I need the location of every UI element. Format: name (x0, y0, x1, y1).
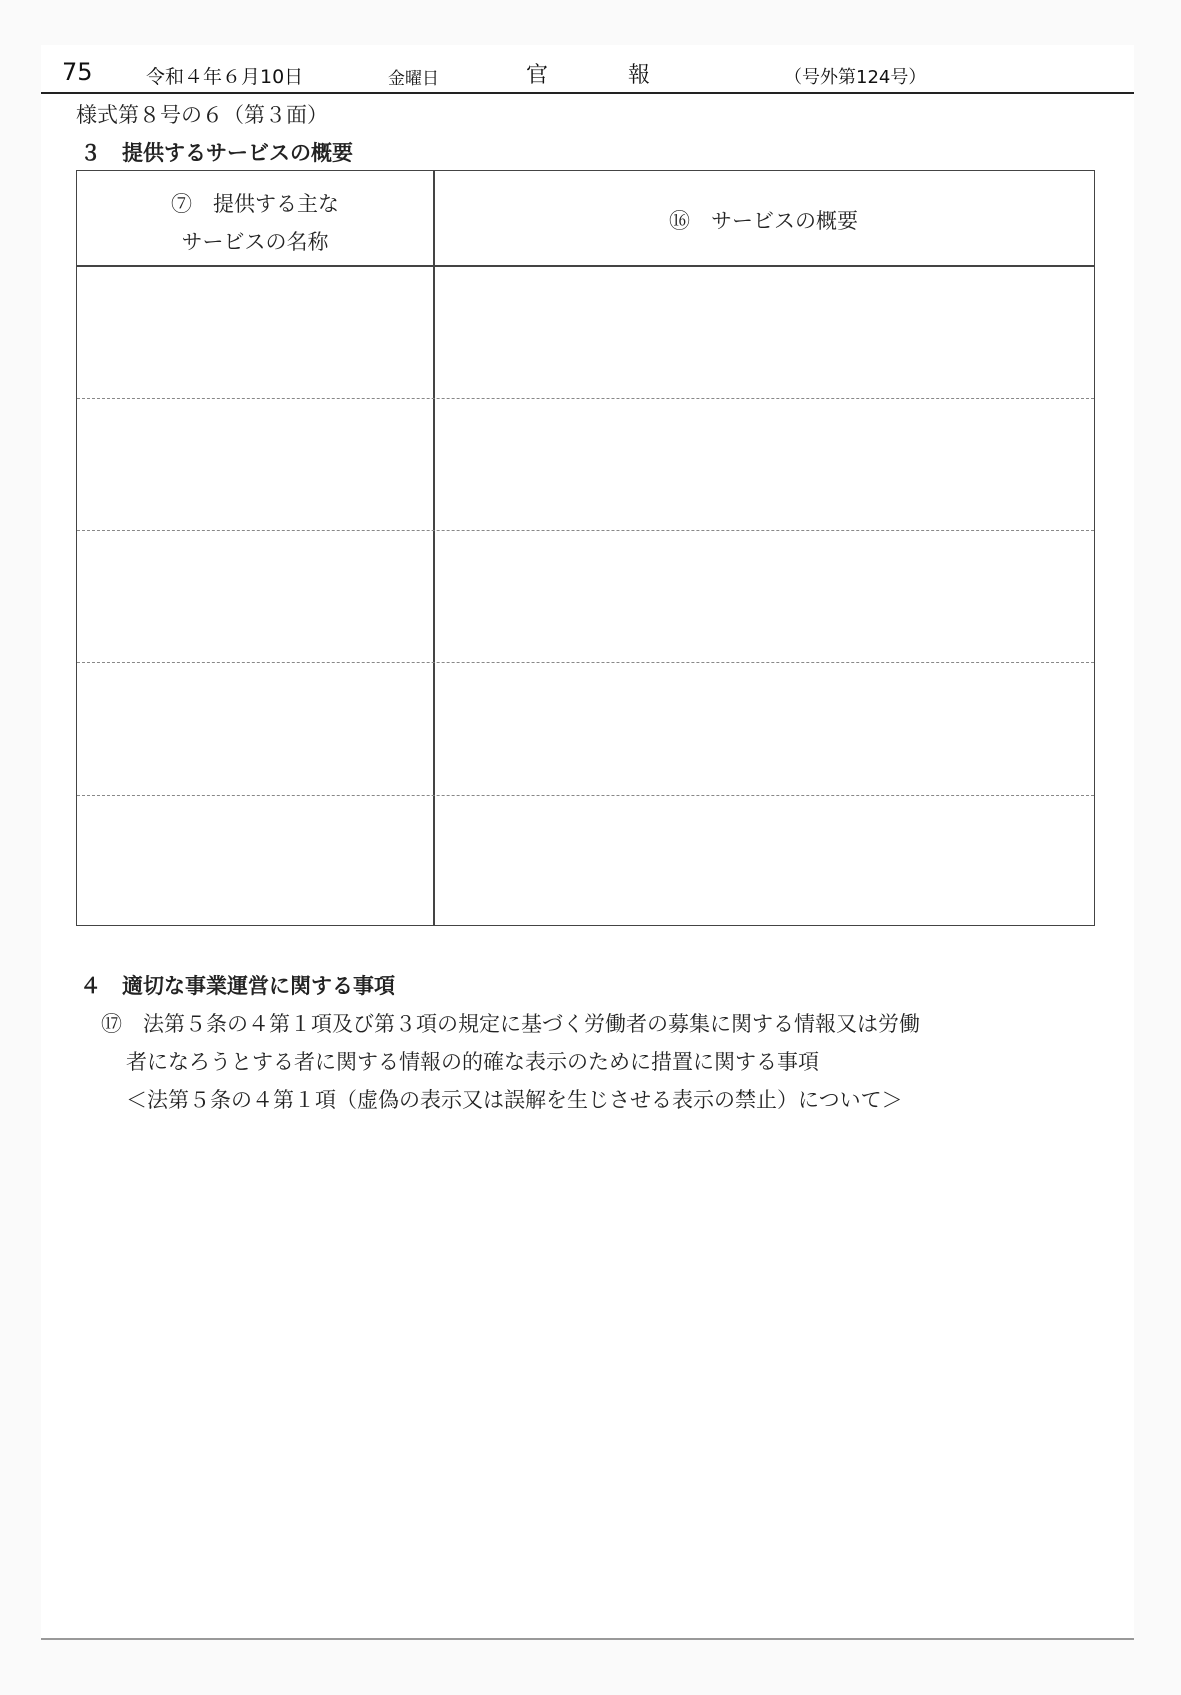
publication-title-2: 報 (628, 63, 651, 88)
header-divider (77, 265, 1094, 267)
services-table (76, 170, 1095, 926)
header-rule (41, 92, 1134, 94)
issue-number: （号外第124号） (784, 67, 927, 88)
item17-line3: ＜法第５条の４第１項（虚偽の表示又は誤解を生じさせる表示の禁止）について＞ (126, 1088, 903, 1112)
col1-header-line2: サービスの名称 (181, 230, 329, 254)
section4-title: ４ 適切な事業運営に関する事項 (80, 973, 395, 998)
row-divider (77, 662, 1094, 663)
row-divider (77, 398, 1094, 399)
section3-title: ３ 提供するサービスの概要 (80, 140, 353, 165)
item17-line1: ⑰ 法第５条の４第１項及び第３項の規定に基づく労働者の募集に関する情報又は労働 (101, 1012, 920, 1036)
column-divider (433, 171, 435, 925)
item17-line2: 者になろうとする者に関する情報の的確な表示のために措置に関する事項 (126, 1050, 819, 1074)
col2-header: ⑯ サービスの概要 (669, 209, 858, 233)
issue-date: 令和４年６月10日 (146, 66, 304, 88)
row-divider (77, 530, 1094, 531)
publication-title-1: 官 (526, 63, 549, 88)
row-divider (77, 795, 1094, 796)
form-label: 様式第８号の６（第３面） (76, 103, 328, 127)
page-number: 75 (62, 58, 93, 86)
col1-header-line1: ⑦ 提供する主な (171, 192, 339, 216)
col1-header (77, 185, 433, 261)
footer-rule (41, 1638, 1134, 1640)
weekday: 金曜日 (388, 69, 439, 89)
